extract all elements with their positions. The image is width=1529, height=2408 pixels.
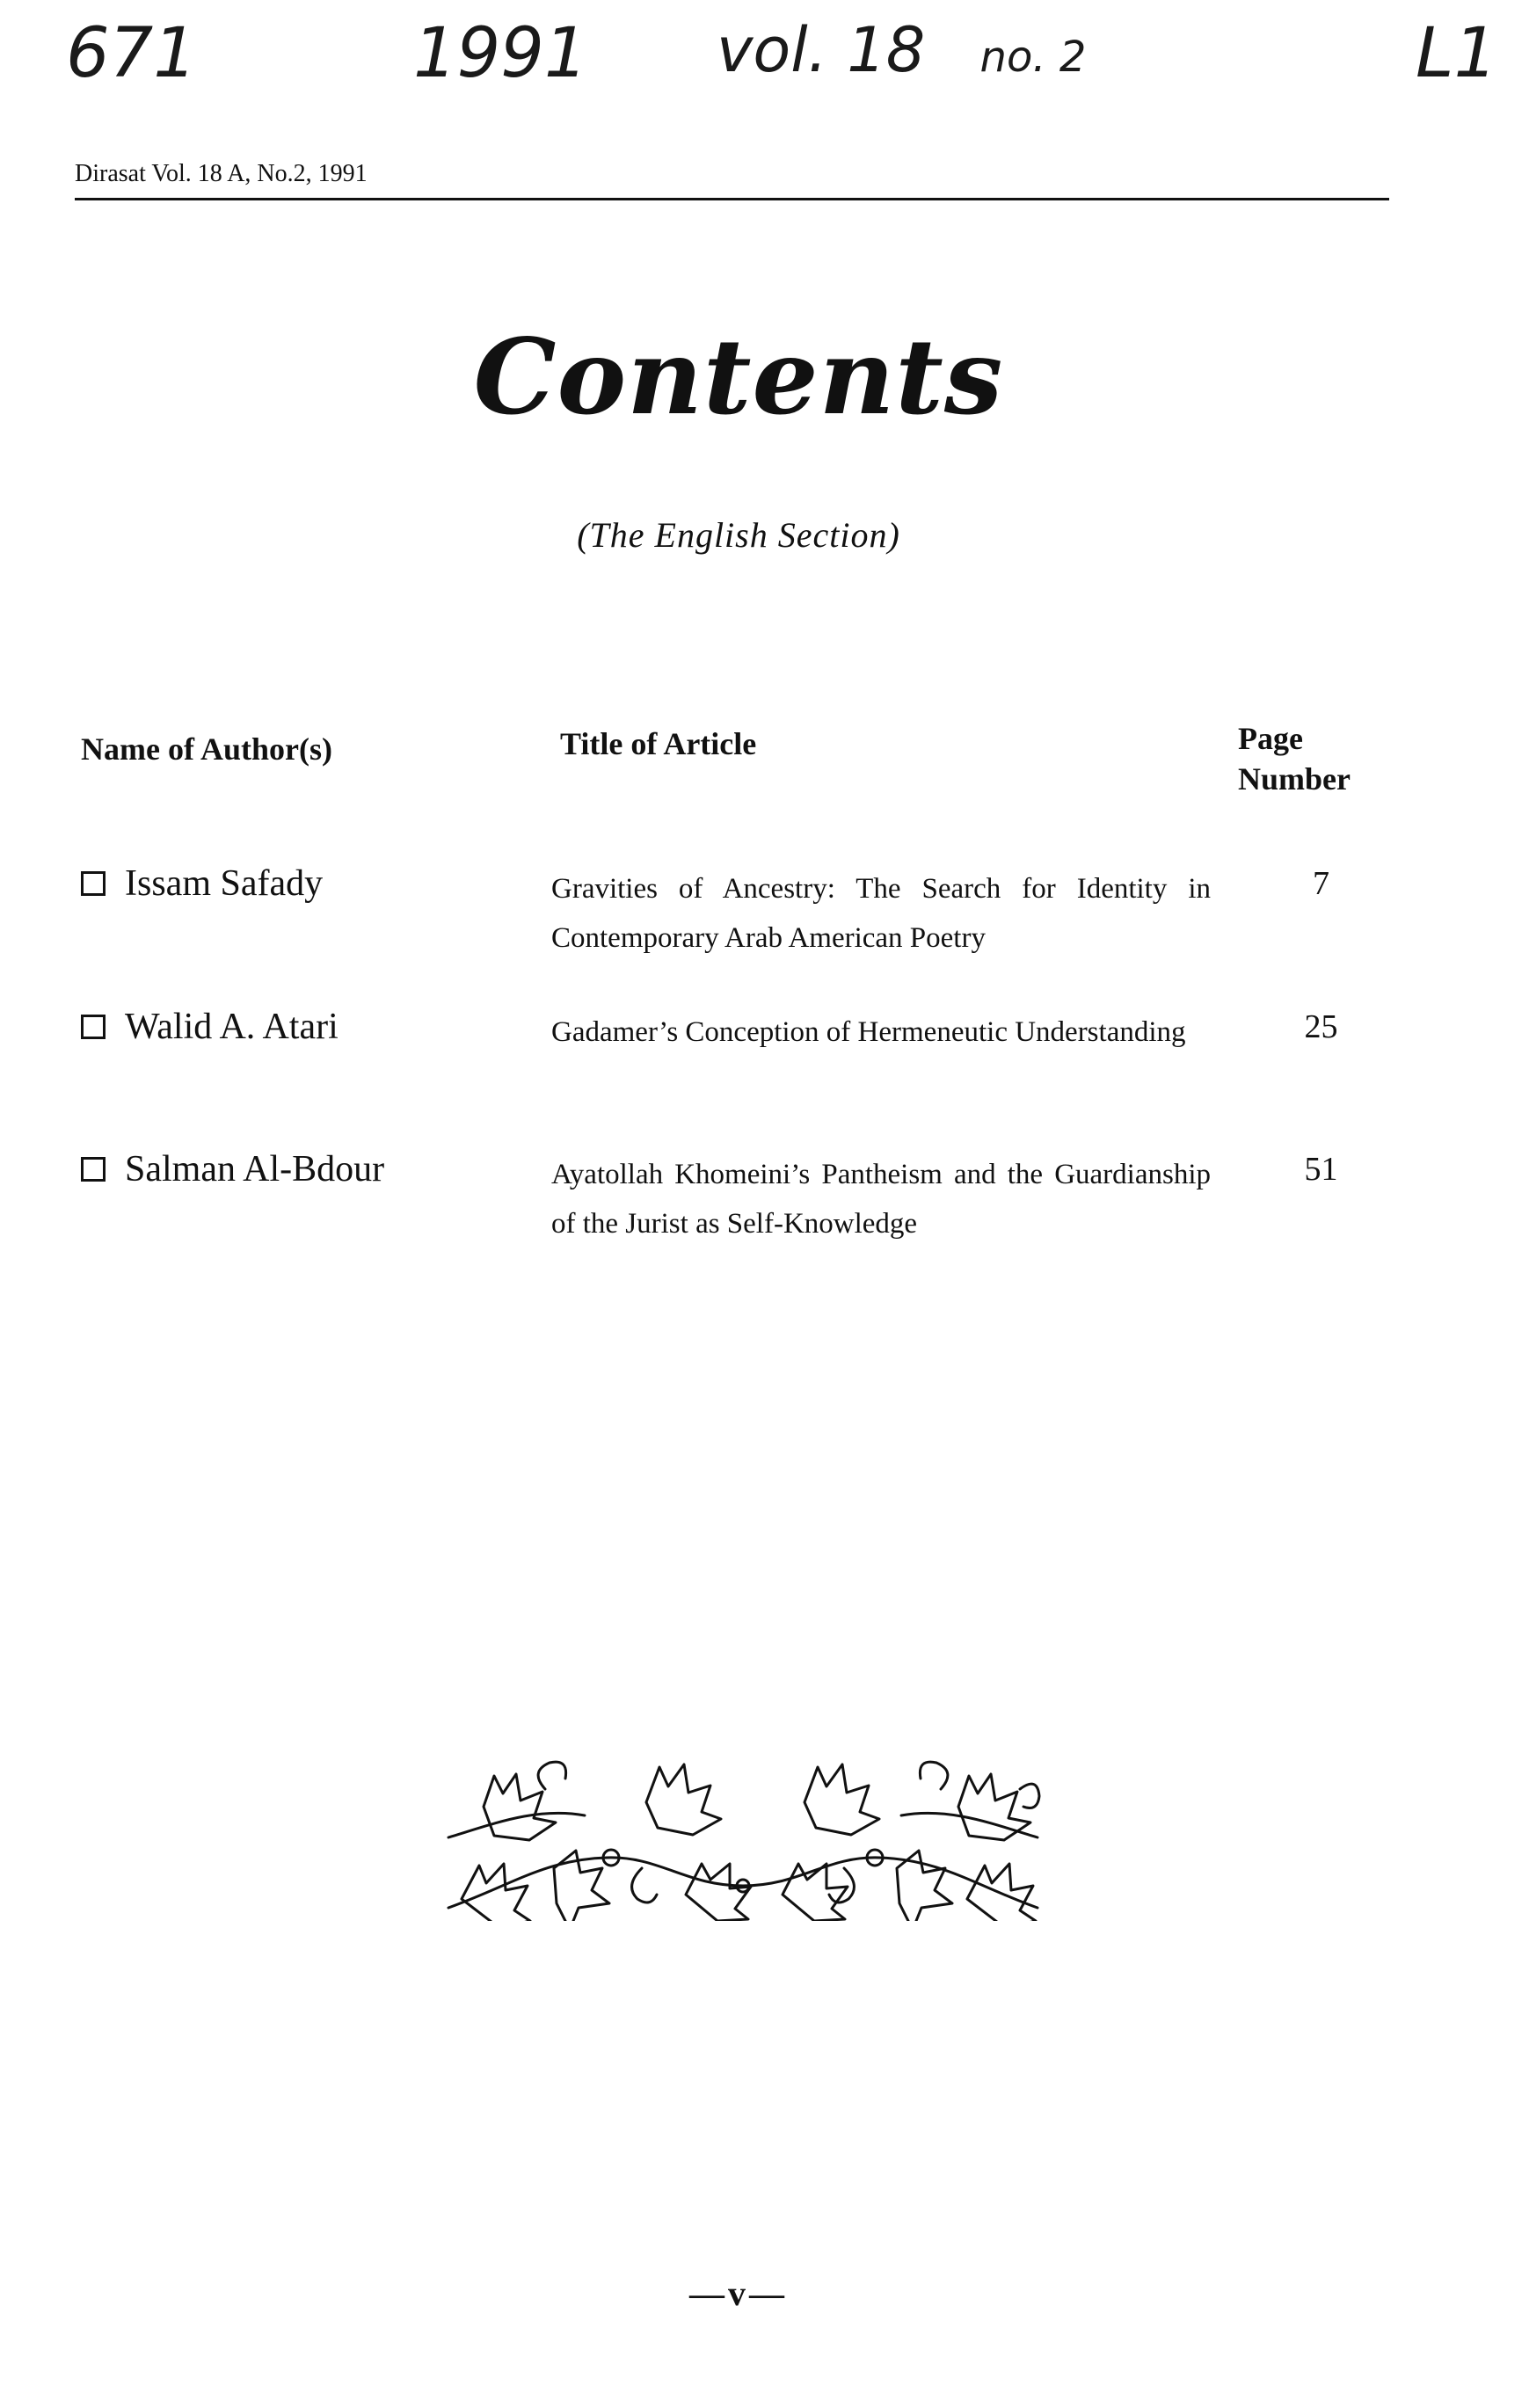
handwritten-record-number: 671	[66, 14, 197, 93]
entry-page-number: 7	[1313, 865, 1329, 902]
entry-article-title: Gadamer’s Conception of Hermeneutic Understanding	[551, 1016, 1186, 1048]
entry-author-name: Issam Safady	[125, 863, 324, 904]
handwritten-volume: vol. 18	[717, 14, 926, 86]
header-rule	[75, 198, 1389, 200]
checkbox-icon	[81, 1157, 106, 1182]
entry-author	[81, 1002, 339, 1051]
entry-author	[81, 1145, 384, 1194]
entry-page-number: 25	[1304, 1008, 1338, 1045]
entry-author-name: Walid A. Atari	[125, 1007, 339, 1047]
entry-article-title: Gravities of Ancestry: The Search for Identity in Contemporary Arab American Poetry	[551, 873, 1211, 954]
floral-vine-ornament-icon	[440, 1754, 1046, 1921]
entry-article-title: Ayatollah Khomeini’s Pantheism and the Guardianship of the Jurist as Self-Knowledge	[551, 1159, 1211, 1240]
checkbox-icon	[81, 871, 106, 896]
section-subtitle: (The English Section)	[577, 515, 900, 555]
handwritten-corner-mark: L1	[1416, 14, 1498, 93]
page-title: Contents	[473, 316, 1004, 438]
column-header-title: Title of Article	[560, 726, 757, 761]
handwritten-year: 1991	[413, 14, 588, 93]
journal-reference: Dirasat Vol. 18 A, No.2, 1991	[75, 160, 368, 187]
column-header-page-line2: Number	[1238, 761, 1351, 797]
column-header-page-line1: Page	[1238, 721, 1303, 756]
column-header-page	[1238, 718, 1351, 799]
page-number-marker: —v—	[689, 2273, 788, 2313]
entry-author	[81, 859, 323, 908]
checkbox-icon	[81, 1015, 106, 1039]
entry-page-number: 51	[1304, 1151, 1338, 1188]
entry-author-name: Salman Al-Bdour	[125, 1149, 385, 1189]
handwritten-volume-issue	[717, 14, 1087, 86]
column-header-author: Name of Author(s)	[81, 731, 332, 767]
handwritten-issue: no. 2	[979, 33, 1087, 82]
